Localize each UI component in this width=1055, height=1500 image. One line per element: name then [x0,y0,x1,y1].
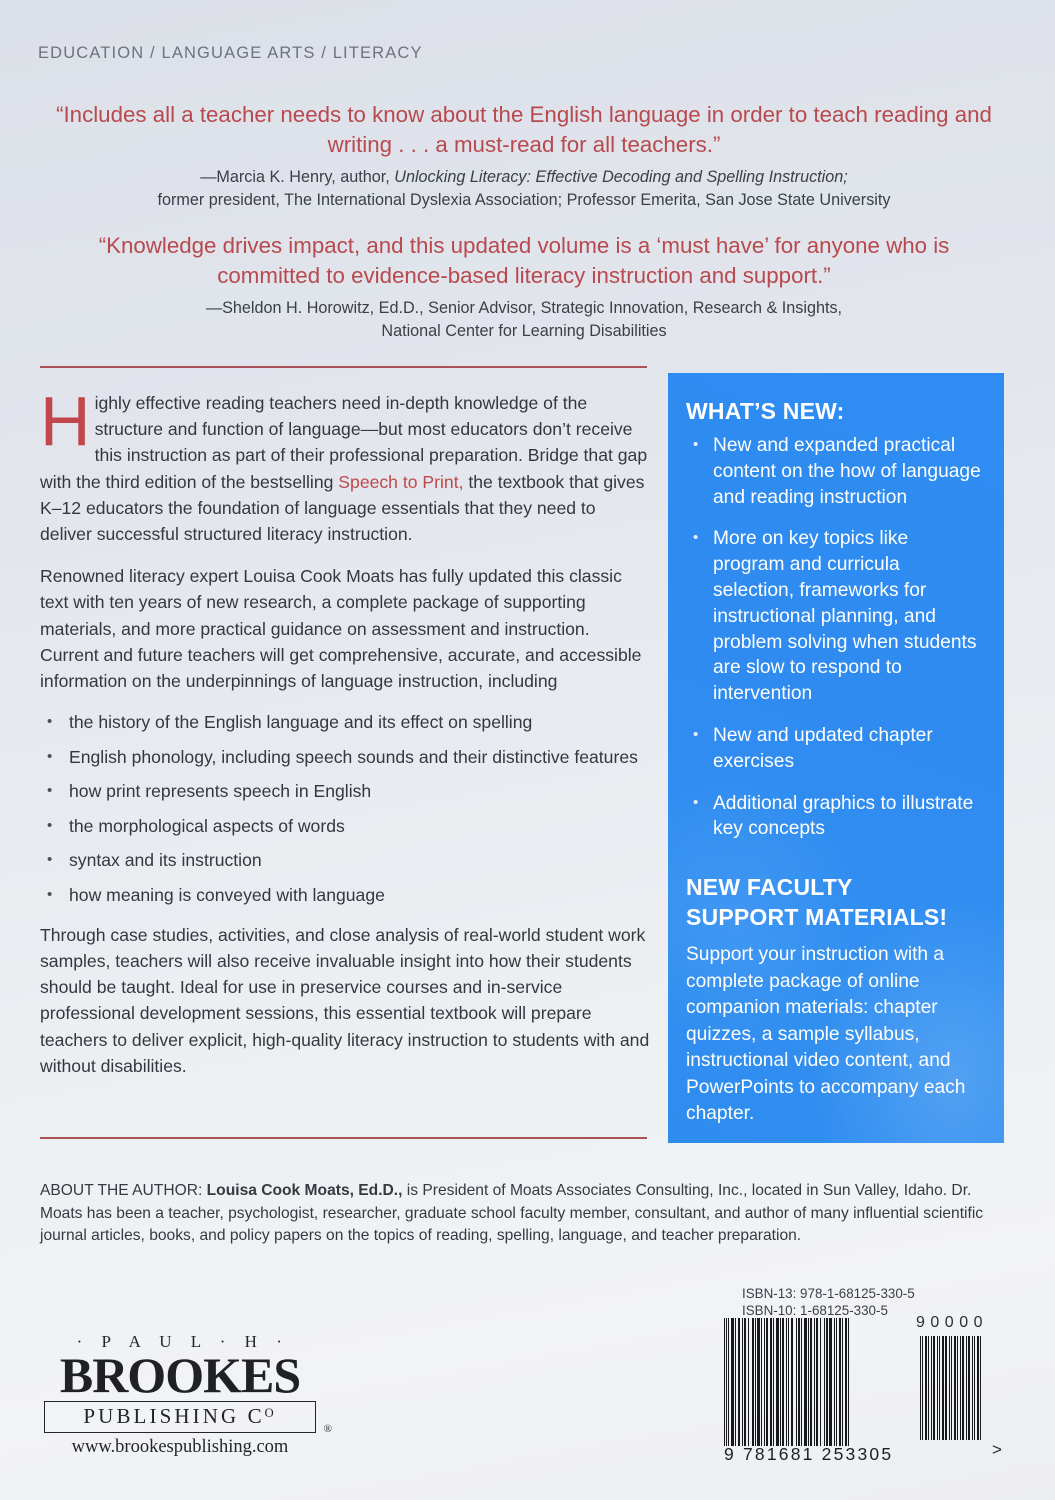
blurb-1-attribution [38,166,1010,211]
drop-cap-letter: H [40,382,91,460]
list-item: • the morphological aspects of words [40,814,650,839]
barcode-area [724,1314,1016,1470]
blurb-1-attr-title: Unlocking Literacy: Effective Decoding and Spelling Instruction; [394,168,848,186]
publisher-logo-top-line: · P A U L · H · [76,1332,290,1351]
barcode-addon-digits: 90000 [916,1314,988,1331]
publisher-logo-boxed-text: PUBLISHING Cᴼ [83,1404,277,1428]
description-paragraph-3: Through case studies, activities, and close analysis of real-world student work samples, teachers will also receive invaluable insight into how their students should be taught. Ideal for use in preservice courses and in-service professional development sessions, this essential textbook will prepare teachers to deliver explicit, high-quality literacy instruction to students with and without disabilities. [40,924,650,1076]
blurb-2-quote: “Knowledge drives impact, and this updated volume is a ‘must have’ for anyone who is committed to evidence-based literacy instruction and support.” [98,233,950,288]
blurb-1-attr-pre: —Marcia K. Henry, author, [200,168,395,186]
publisher-logo-name: BROOKES [59,1347,301,1403]
whats-new-list [686,433,982,842]
book-title-inline: Speech to Print, [338,471,464,492]
blurb-1-attr-line2: former president, The International Dyslexia Association; Professor Emerita, San Jose State University [157,190,891,209]
list-item: • how print represents speech in English [40,779,650,804]
whats-new-panel [668,373,1004,1143]
topics-list [40,710,650,908]
blurb-2-attr-pre: —Sheldon H. Horowitz, Ed.D., Senior Advisor, Strategic Innovation, Research & Insights, [205,299,843,317]
list-item: • New and expanded practical content on the how of language and reading instruction [686,433,982,510]
publisher-website-url: www.brookespublishing.com [71,1437,289,1457]
blurb-1-quote: “Includes all a teacher needs to know about the English language in order to teach reading and writing . . . a must-read for all teachers.” [56,102,992,157]
description-p1-part-b: the textbook that gives K–12 educators the foundation of language essentials that they need to deliver successful structured literacy instruction. [40,471,645,545]
blurb-2-attr-line2: National Center for Learning Disabilities [381,321,667,340]
blurb-1 [38,100,1010,211]
author-name: Louisa Cook Moats, Ed.D., [206,1182,403,1199]
list-item: • how meaning is conveyed with language [40,883,650,908]
description-paragraph-1 [40,382,650,547]
endorsement-blurbs [38,100,1010,342]
blurb-2-attribution [38,297,1010,342]
divider-bottom [40,1137,647,1139]
about-the-author [40,1180,1005,1248]
description-p1-part-a: ighly effective reading teachers need in-depth knowledge of the structure and function of language—but most educators don’t receive this instruction as part of their professional preparation. Bridge that gap with the third edition of the bestselling [40,393,648,492]
barcode-addon-icon [920,1336,1012,1446]
divider-top [40,366,647,368]
about-label: ABOUT THE AUTHOR: [40,1182,207,1199]
isbn-block [742,1285,915,1319]
list-item: • English phonology, including speech sounds and their distinctive features [40,745,650,770]
panel-heading-faculty-line2: SUPPORT MATERIALS! [686,904,948,931]
barcode-digits: 9 781681 253305 [724,1444,894,1464]
publisher-logo [44,1332,332,1458]
description-column [40,382,650,1095]
barcode-icon [724,1318,902,1446]
isbn-10: ISBN-10: 1-68125-330-5 [742,1303,888,1318]
list-item: • the history of the English language and its effect on spelling [40,710,650,735]
isbn-13: ISBN-13: 978-1-68125-330-5 [742,1286,915,1301]
list-item: • New and updated chapter exercises [686,723,982,775]
faculty-support-paragraph: Support your instruction with a complete package of online companion materials: chapter quizzes, a sample syllabus, instructional video content, and PowerPoints to accompany each chapter. [686,944,966,1125]
list-item: • syntax and its instruction [40,848,650,873]
list-item: • More on key topics like program and curricula selection, frameworks for instructional planning, and problem solving when students are slow to respond to intervention [686,526,982,707]
barcode-end-marker: > [992,1440,1002,1459]
description-paragraph-2: Renowned literacy expert Louisa Cook Moats has fully updated this classic text with ten years of new research, a complete package of supporting materials, and more practical guidance on assessment and instruction. Current and future teachers will get comprehensive, accurate, and accessible information on the underpinnings of language instruction, including [40,566,642,692]
category-line: EDUCATION / LANGUAGE ARTS / LITERACY [38,44,423,62]
publisher-logo-box [44,1401,332,1435]
blurb-2 [38,231,1010,342]
registered-trademark-icon: ® [323,1423,332,1435]
panel-heading-faculty [686,872,982,932]
about-text: is President of Moats Associates Consulting, Inc., located in Sun Valley, Idaho. Dr. Moats has been a teacher, psychologist, researcher, graduate school faculty member, consultant, and author of many influential scientific journal articles, books, and policy papers on the topics of reading, spelling, language, and teacher preparation. [40,1182,984,1244]
list-item: • Additional graphics to illustrate key concepts [686,791,982,843]
panel-heading-faculty-line1: NEW FACULTY [686,874,853,901]
panel-heading-whats-new: WHAT’S NEW: [686,398,845,424]
